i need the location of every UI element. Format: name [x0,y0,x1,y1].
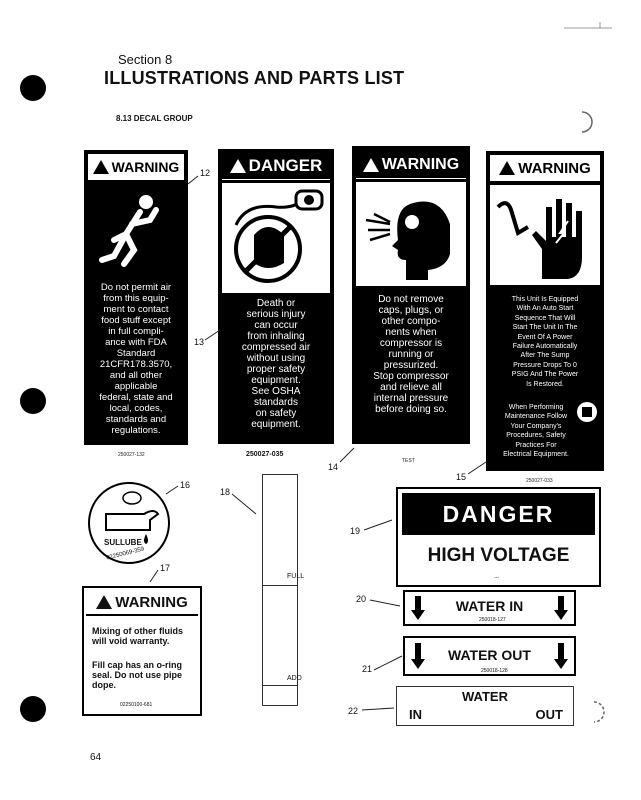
section-label: Section 8 [118,52,173,67]
callout-21: 21 [362,664,373,674]
decal-22-title: WATER [462,689,508,704]
callout-14: 14 [328,462,339,472]
callout-15: 15 [456,472,467,482]
decal-17-text-2: Fill cap has an o-ring seal. Do not use pipe dope. [92,660,183,690]
page-title: ILLUSTRATIONS AND PARTS LIST [104,68,405,88]
decal-21-part-number: 250018-128 [481,668,508,674]
decal-13-text: Death or serious injury can occur from inhaling compressed air without using proper safety equipment. See OSHA standards on safety equipment. [241,298,311,430]
decal-14-header-text: WARNING [381,156,460,173]
subsection-title: 8.13 DECAL GROUP [116,114,193,123]
decal-22-out-label: OUT [535,707,563,722]
decal-22-in-label: IN [409,707,422,722]
callout-19: 19 [350,526,361,536]
decal-19-part-number: --- [494,575,499,581]
decal-17-text-1: Mixing of other fluids will void warranty. [92,626,183,646]
decal-17-header-text: WARNING [115,593,188,611]
decal-12-text: Do not permit air from this equip- ment to contact food stuff except in full compli- ance with FDA Standard 21CFR178.3570, and all other applicable federal, state and local, codes, standards and regulations. [99,282,173,436]
decal-21-label: WATER OUT [448,647,531,663]
callout-22: 22 [348,706,359,716]
gauge-add-label: ADD [287,675,302,682]
gauge-full-label: FULL [287,573,305,580]
decal-14-part-number: TEST [402,458,415,464]
decal-17-part-number: 02250100-681 [120,702,153,708]
decal-15-text-2: When Performing Maintenance Follow Your Company's Procedures, Safety Practices For Electrical Equipment. [503,404,569,459]
callout-18: 18 [220,487,231,497]
decal-12-part-number: 250027-132 [118,452,145,458]
callout-20: 20 [356,594,367,604]
decal-16-label: SULLUBE [104,538,142,547]
callout-17: 17 [160,563,171,573]
decal-20-part-number: 250018-127 [479,617,506,623]
decal-20-label: WATER IN [455,598,524,614]
decal-16-part-number: 02250069-359 [105,546,145,562]
page-number: 64 [90,752,102,763]
decal-13-part-number: 250027-035 [246,451,284,458]
decal-19-high-voltage-text: HIGH VOLTAGE [427,545,570,566]
decal-14-text: Do not remove caps, plugs, or other compo- nents when compressor is running or pressurized. Stop compressor and relieve all internal pressure before doing so. [373,294,449,415]
callout-12: 12 [200,168,211,178]
decal-13-header-text: DANGER [248,156,323,175]
callout-13: 13 [194,337,205,347]
decal-15-text-1: This Unit Is Equipped With An Auto Start Sequence That Will Start The Unit In The Event Of A Power Failure Automatically After The Sump Pressure Drops To 0 PSIG And The Power Is Restored. [511,296,579,388]
decal-15-header-text: WARNING [518,159,591,177]
decal-12-header-text: WARNING [111,159,180,175]
decal-15-part-number: 250027-033 [526,478,553,484]
callout-16: 16 [180,480,191,490]
decal-19-danger-text: DANGER [442,500,555,527]
